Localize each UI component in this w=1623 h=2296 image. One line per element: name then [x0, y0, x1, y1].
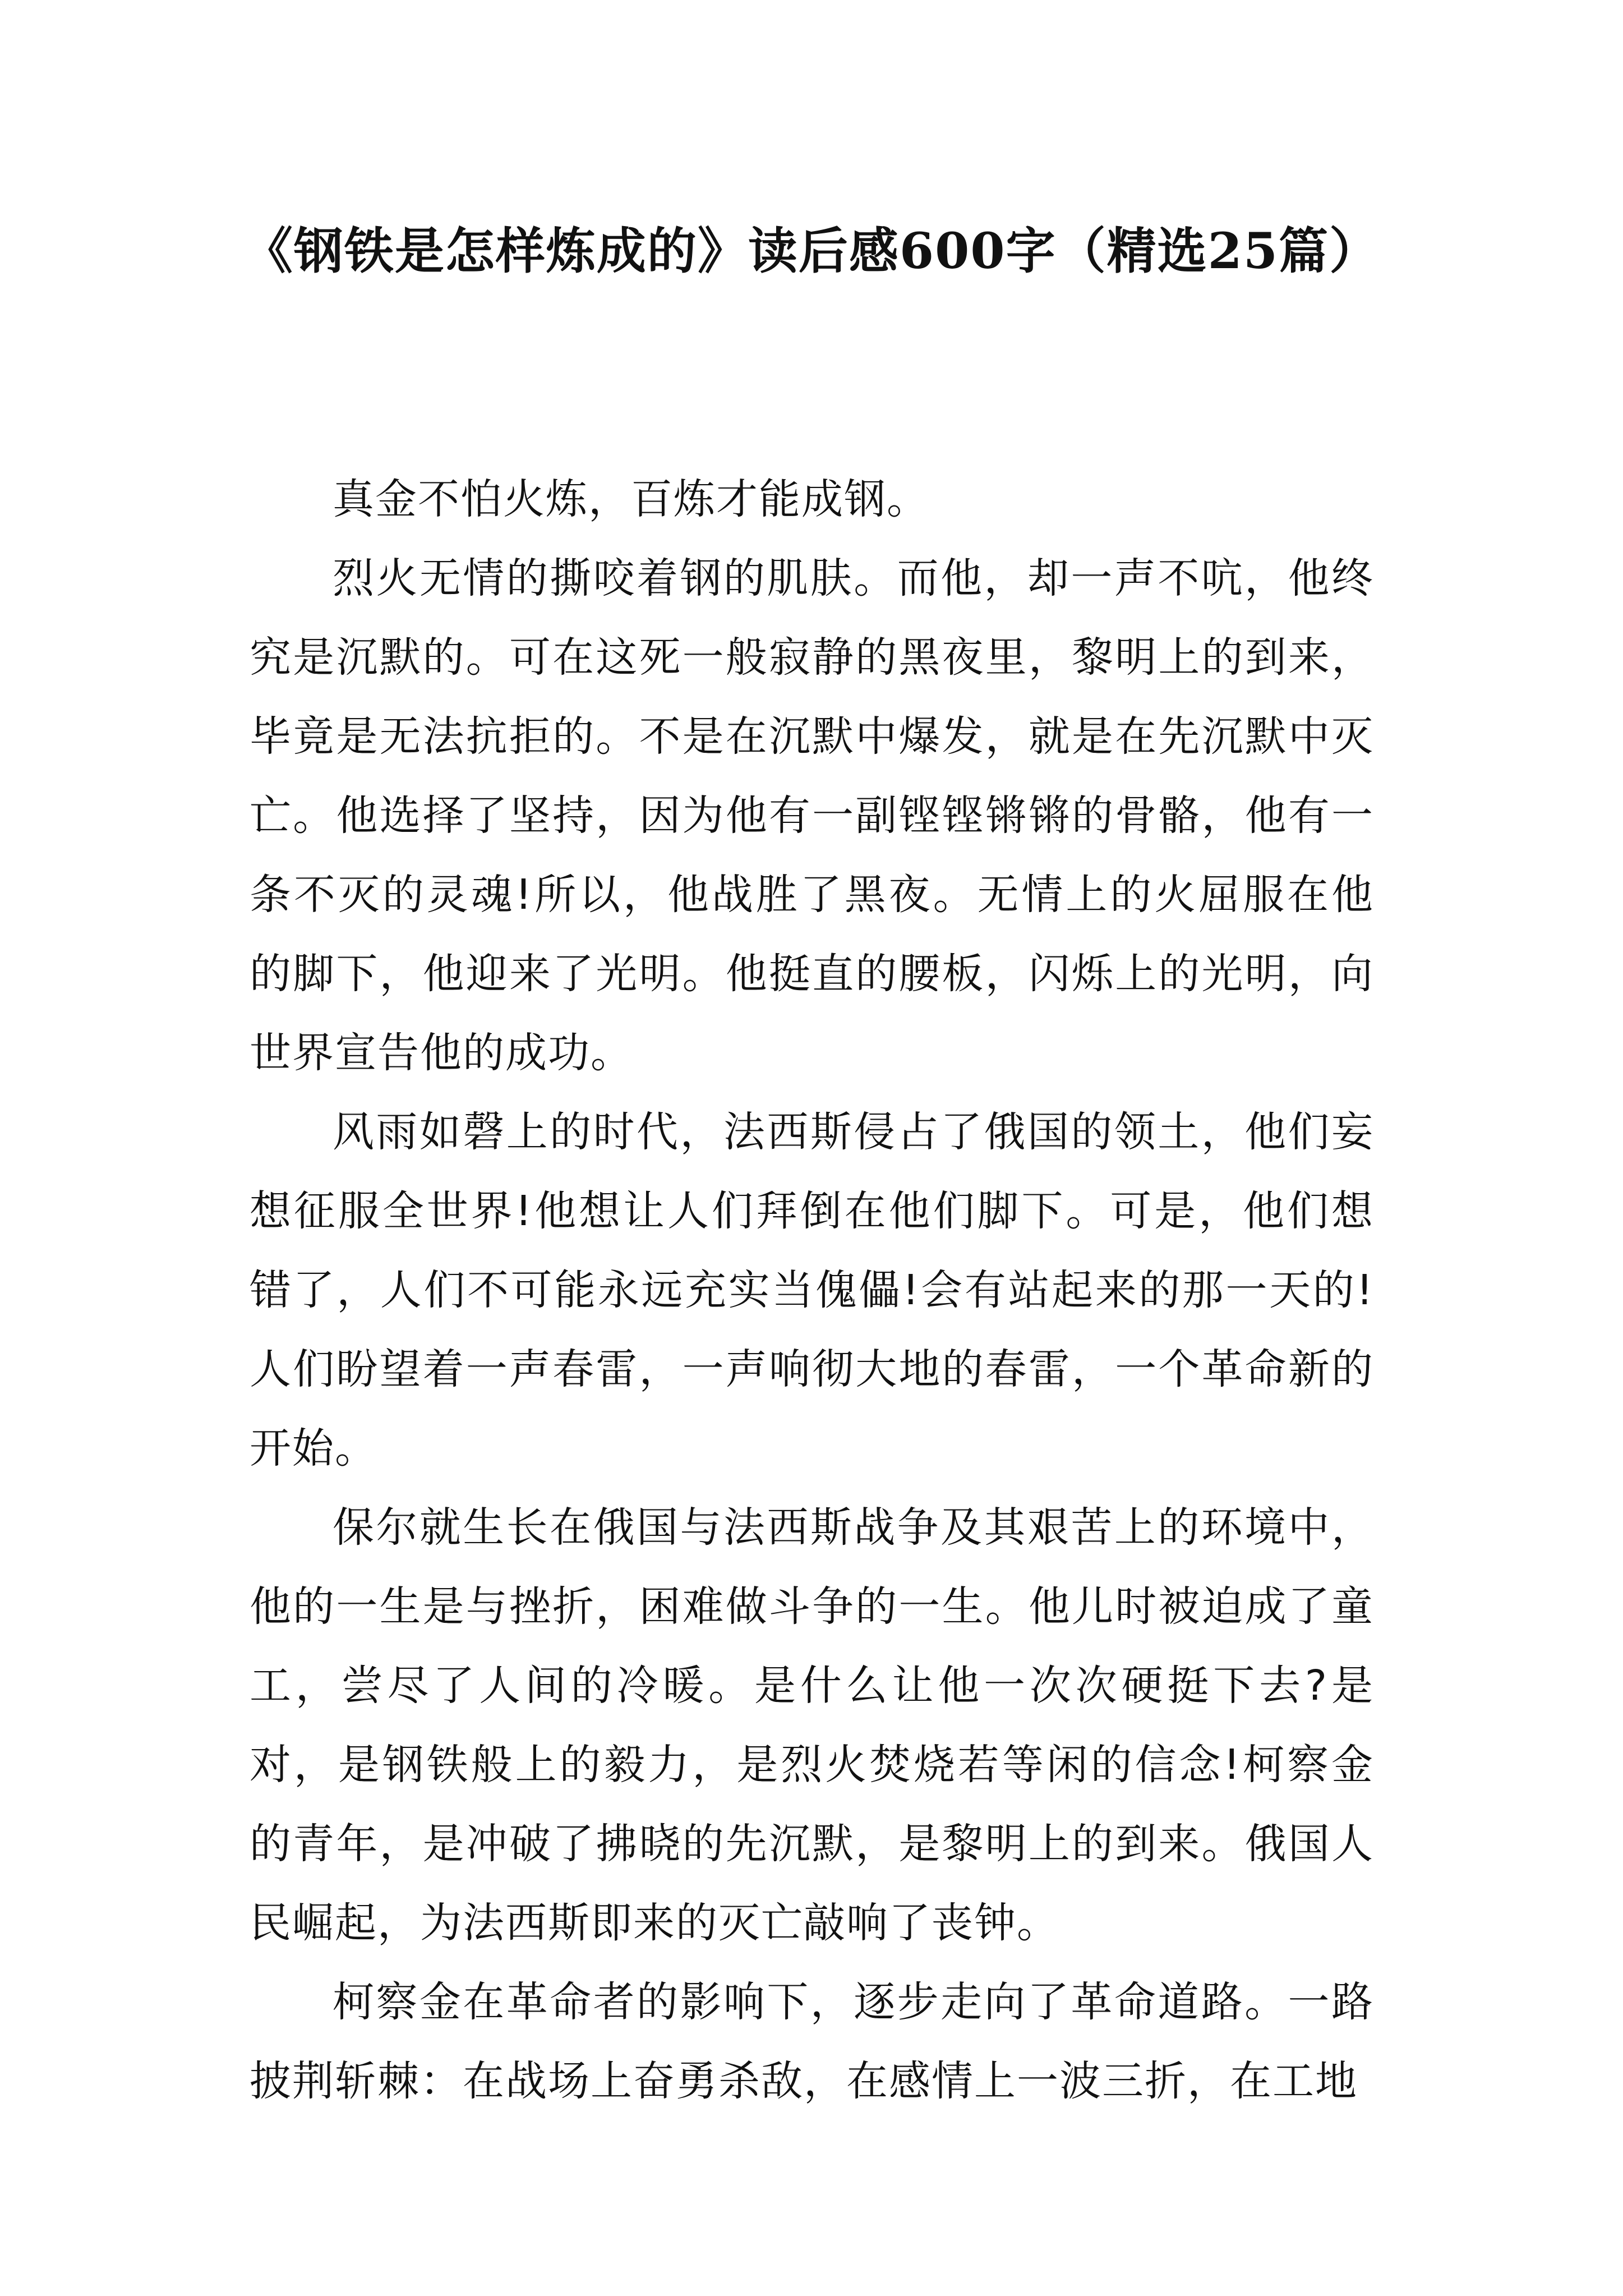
paragraph-5: 柯察金在革命者的影响下，逐步走向了革命道路。一路披荆斩棘：在战场上奋勇杀敌，在感情上一波三折，在工地: [250, 1978, 1374, 2105]
paragraph-3: 风雨如磬上的时代，法西斯侵占了俄国的领土，他们妄想征服全世界!他想让人们拜倒在他们脚下。可是，他们想错了，人们不可能永远充实当傀儡!会有站起来的那一天的!人们盼望着一声春雷，一声响彻大地的春雷，一个革命新的开始。: [250, 1108, 1374, 1473]
document-title: 《钢铁是怎样炼成的》读后感600字（精选25篇）: [243, 222, 1380, 280]
document-body: [250, 460, 1374, 2121]
paragraph-2: 烈火无情的撕咬着钢的肌肤。而他，却一声不吭，他终究是沉默的。可在这死一般寂静的黑夜里，黎明上的到来，毕竟是无法抗拒的。不是在沉默中爆发，就是在先沉默中灭亡。他选择了坚持，因为他有一副铿铿锵锵的骨骼，他有一条不灭的灵魂!所以，他战胜了黑夜。无情上的火屈服在他的脚下，他迎来了光明。他挺直的腰板，闪烁上的光明，向世界宣告他的成功。: [250, 554, 1374, 1077]
paragraph-1: 真金不怕火炼，百炼才能成钢。: [333, 475, 929, 523]
paragraph-4: 保尔就生长在俄国与法西斯战争及其艰苦上的环境中，他的一生是与挫折，困难做斗争的一生。他儿时被迫成了童工，尝尽了人间的冷暖。是什么让他一次次硬挺下去?是对，是钢铁般上的毅力，是烈火焚烧若等闲的信念!柯察金的青年，是冲破了拂晓的先沉默，是黎明上的到来。俄国人民崛起，为法西斯即来的灭亡敲响了丧钟。: [250, 1503, 1374, 1947]
